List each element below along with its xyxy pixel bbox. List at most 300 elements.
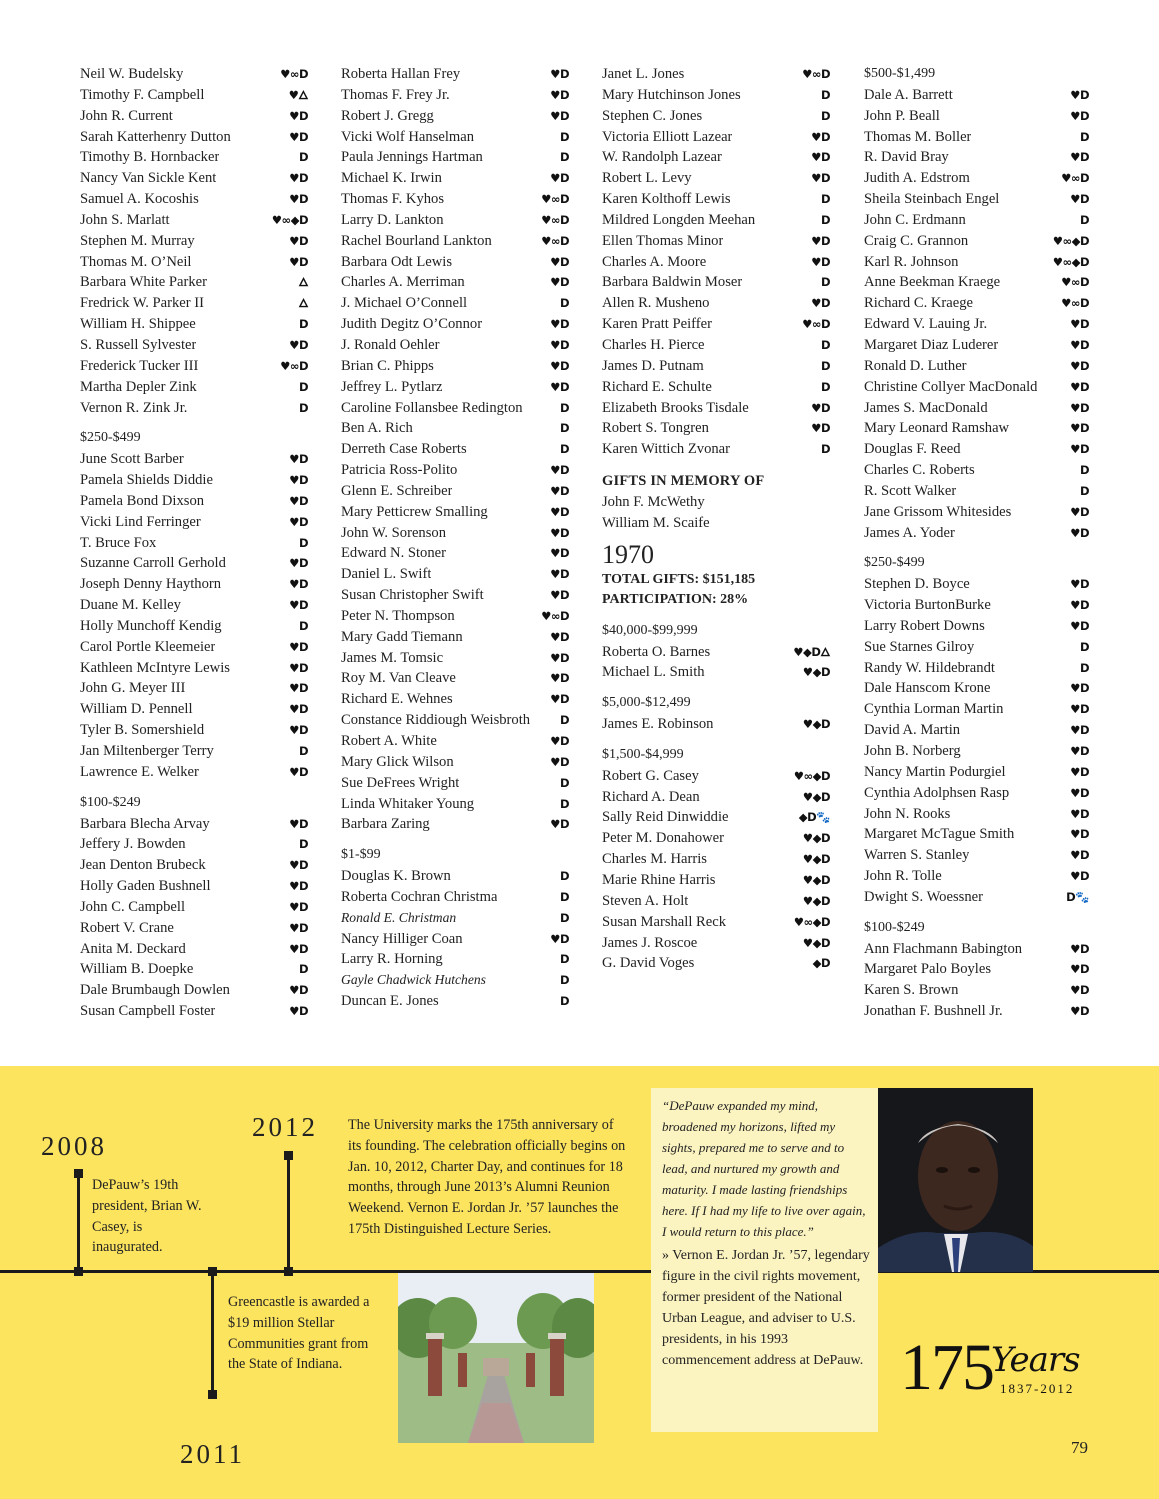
- donor-row: [80, 533, 308, 554]
- donor-row: [864, 252, 1089, 273]
- donor-name: R. Scott Walker: [864, 482, 957, 499]
- year-2012: 2012: [252, 1112, 318, 1142]
- gift-symbols: ♥D: [550, 317, 569, 332]
- gift-symbols: D: [820, 358, 830, 373]
- donor-name: Allen R. Musheno: [602, 295, 710, 312]
- gift-symbols: ♥D: [289, 1004, 308, 1019]
- gift-symbols: ♥∞D: [1061, 275, 1089, 290]
- donor-row: [602, 168, 830, 189]
- gift-symbols: ♥D: [1070, 848, 1089, 863]
- donor-row: [341, 314, 569, 335]
- donor-row: [80, 398, 308, 419]
- donor-row: [80, 356, 308, 377]
- donor-row: [602, 335, 830, 356]
- gift-symbols: ♥∞D: [280, 358, 308, 373]
- gift-symbols: ♥D: [550, 504, 569, 519]
- donor-row: [602, 912, 830, 933]
- donor-name: Ben A. Rich: [341, 420, 413, 437]
- gift-symbols: ♥D: [811, 233, 830, 248]
- marker-2008-top: [74, 1169, 83, 1178]
- donor-name: John W. Sorenson: [341, 524, 447, 541]
- gift-symbols: D: [298, 535, 308, 550]
- donor-name: Richard E. Wehnes: [341, 691, 453, 708]
- gift-symbols: ♥D: [1070, 379, 1089, 394]
- donor-row: [341, 460, 569, 481]
- donor-row: [864, 356, 1089, 377]
- gift-symbols: ♥D: [550, 931, 569, 946]
- marker-2012-line: [287, 1155, 290, 1272]
- donor-name: Robert G. Casey: [602, 767, 699, 784]
- donor-name: Charles H. Pierce: [602, 336, 705, 353]
- gift-symbols: ♥D: [289, 493, 308, 508]
- donor-row: [602, 64, 830, 85]
- donor-name: David A. Martin: [864, 722, 961, 739]
- donor-row: [341, 710, 569, 731]
- donor-name: June Scott Barber: [80, 451, 184, 468]
- gift-symbols: ♥D: [550, 67, 569, 81]
- gift-symbols: D: [559, 442, 569, 457]
- gift-symbols: D: [559, 796, 569, 811]
- donor-name: John R. Tolle: [864, 868, 942, 885]
- gift-symbols: ♥D: [811, 400, 830, 415]
- donor-row: [864, 887, 1089, 908]
- giving-level-heading: $250-$499: [80, 430, 141, 446]
- gift-symbols: ♥D: [811, 171, 830, 186]
- gift-symbols: ♥🜂: [288, 87, 308, 102]
- gift-symbols: ♥D: [550, 546, 569, 561]
- donor-name: Charles C. Roberts: [864, 462, 975, 479]
- donor-row: [864, 398, 1089, 419]
- gift-symbols: 🜂: [298, 275, 308, 290]
- donor-row: [80, 574, 308, 595]
- donor-row: [341, 794, 569, 815]
- gift-symbols: ♥◆D: [802, 831, 830, 846]
- donor-name: Sue Starnes Gilroy: [864, 638, 975, 655]
- donor-name: Cynthia Adolphsen Rasp: [864, 784, 1010, 801]
- gift-symbols: ♥◆D: [802, 665, 830, 680]
- donor-name: Margaret Palo Boyles: [864, 961, 991, 978]
- gift-symbols: ♥D: [289, 983, 308, 998]
- donor-name: Karen Pratt Peiffer: [602, 316, 712, 333]
- donor-row: [341, 814, 569, 835]
- donor-name: Larry D. Lankton: [341, 211, 444, 228]
- gift-symbols: ♥D: [289, 598, 308, 613]
- donor-row: [602, 439, 830, 460]
- gift-symbols: ♥D: [550, 629, 569, 644]
- gift-symbols: ♥D: [550, 525, 569, 540]
- donor-name: Roberta O. Barnes: [602, 643, 711, 660]
- gift-symbols: ♥∞D: [280, 67, 308, 81]
- gift-symbols: ♥∞D: [541, 608, 569, 623]
- donor-row: [341, 272, 569, 293]
- gift-symbols: D: [559, 296, 569, 311]
- donor-row: [602, 356, 830, 377]
- donor-name: Peter N. Thompson: [341, 607, 455, 624]
- donor-name: Jeffery J. Bowden: [80, 836, 186, 853]
- donor-row: [341, 210, 569, 231]
- donor-name: Christine Collyer MacDonald: [864, 378, 1038, 395]
- donor-name: Mary Glick Wilson: [341, 753, 454, 770]
- gift-symbols: ♥◆D: [802, 852, 830, 867]
- gift-symbols: ♥D: [550, 483, 569, 498]
- gift-symbols: ♥D: [1070, 358, 1089, 373]
- gift-symbols: ♥D: [550, 87, 569, 102]
- donor-name: Dale Hanscom Krone: [864, 680, 991, 697]
- donor-row: [80, 377, 308, 398]
- donor-row: [341, 627, 569, 648]
- donor-row: [80, 741, 308, 762]
- donor-row: [80, 762, 308, 783]
- donor-row: [864, 762, 1089, 783]
- donor-row: [80, 616, 308, 637]
- gift-symbols: ♥D: [289, 108, 308, 123]
- gift-symbols: ♥D: [1070, 577, 1089, 592]
- gift-symbols: ♥D: [289, 858, 308, 873]
- donor-row: [341, 689, 569, 710]
- donor-row: [341, 293, 569, 314]
- donor-name: John N. Rooks: [864, 805, 951, 822]
- gift-symbols: ♥D: [1070, 681, 1089, 696]
- donor-row: [864, 523, 1089, 544]
- donor-row: [341, 908, 569, 929]
- donor-row: [341, 85, 569, 106]
- donor-row: [602, 807, 830, 828]
- donor-name: Patricia Ross-Polito: [341, 462, 458, 479]
- donor-name: John G. Meyer III: [80, 680, 186, 697]
- donor-name: Pamela Shields Diddie: [80, 472, 213, 489]
- donor-row: [80, 595, 308, 616]
- donor-name: Douglas F. Reed: [864, 441, 961, 458]
- gift-symbols: ♥D: [1070, 723, 1089, 738]
- gift-symbols: D: [1079, 463, 1089, 478]
- donor-name: Elizabeth Brooks Tisdale: [602, 399, 749, 416]
- gift-symbols: ♥D: [1070, 618, 1089, 633]
- donor-name: Anne Beekman Kraege: [864, 274, 1001, 291]
- gift-symbols: D: [559, 775, 569, 790]
- gift-symbols: ♥◆D: [802, 935, 830, 950]
- gift-symbols: D: [298, 379, 308, 394]
- gift-symbols: ♥D: [811, 129, 830, 144]
- donor-name: Martha Depler Zink: [80, 378, 197, 395]
- donor-name: Jean Denton Brubeck: [80, 857, 206, 874]
- gift-symbols: D: [820, 192, 830, 207]
- donor-row: [80, 918, 308, 939]
- gift-symbols: ♥D: [289, 337, 308, 352]
- gift-symbols: D: [559, 129, 569, 144]
- gift-symbols: D: [1079, 639, 1089, 654]
- donor-row: [602, 662, 830, 683]
- donor-name: Sarah Katterhenry Dutton: [80, 128, 231, 145]
- donor-name: Kathleen McIntyre Lewis: [80, 659, 230, 676]
- donor-row: [602, 127, 830, 148]
- donor-name: Charles A. Merriman: [341, 274, 465, 291]
- donor-name: Constance Riddiough Weisbroth: [341, 712, 531, 729]
- donor-row: [864, 574, 1089, 595]
- gift-symbols: ♥D: [1070, 87, 1089, 102]
- donor-row: [602, 953, 830, 974]
- gift-symbols: D: [559, 869, 569, 884]
- donor-row: [602, 828, 830, 849]
- gift-symbols: D: [559, 994, 569, 1009]
- donor-name: Mary Hutchinson Jones: [602, 86, 741, 103]
- donor-row: [80, 1001, 308, 1022]
- donor-row: [864, 335, 1089, 356]
- donor-name: Ronald D. Luther: [864, 357, 967, 374]
- donor-row: [864, 481, 1089, 502]
- gift-symbols: ♥D: [289, 899, 308, 914]
- donor-name: Robert V. Crane: [80, 919, 174, 936]
- donor-name: Charles M. Harris: [602, 851, 707, 868]
- donor-row: [80, 959, 308, 980]
- donor-row: [602, 642, 830, 663]
- gift-symbols: ♥D: [550, 754, 569, 769]
- gift-symbols: D🐾: [1066, 889, 1089, 904]
- gift-symbols: ♥D: [550, 171, 569, 186]
- donor-row: [602, 891, 830, 912]
- donor-name: Margaret Diaz Luderer: [864, 336, 999, 353]
- gift-symbols: D: [298, 962, 308, 977]
- donor-row: [602, 377, 830, 398]
- donor-name: James S. MacDonald: [864, 399, 988, 416]
- donor-name: Samuel A. Kocoshis: [80, 191, 199, 208]
- donor-name: Mary Gadd Tiemann: [341, 628, 463, 645]
- gift-symbols: ♥D: [550, 692, 569, 707]
- donor-row: [80, 834, 308, 855]
- donor-row: [80, 637, 308, 658]
- gift-symbols: D: [1079, 129, 1089, 144]
- gift-symbols: ♥D: [1070, 702, 1089, 717]
- gift-symbols: ♥D: [289, 473, 308, 488]
- donor-name: Thomas F. Frey Jr.: [341, 86, 450, 103]
- page-number: 79: [1071, 1438, 1088, 1457]
- donor-row: [341, 648, 569, 669]
- gift-symbols: ♥D: [550, 379, 569, 394]
- donor-row: [864, 210, 1089, 231]
- donor-row: [864, 595, 1089, 616]
- gift-symbols: ♥D: [289, 192, 308, 207]
- donor-name: Barbara Blecha Arvay: [80, 815, 210, 832]
- donor-row: [864, 189, 1089, 210]
- gift-symbols: D: [820, 337, 830, 352]
- gift-symbols: ♥D: [1070, 442, 1089, 457]
- donor-name: Roberta Cochran Christma: [341, 888, 498, 905]
- donor-name: Edward N. Stoner: [341, 545, 446, 562]
- donor-row: [864, 314, 1089, 335]
- donor-row: [80, 939, 308, 960]
- donor-name: Craig C. Grannon: [864, 232, 969, 249]
- gift-symbols: D: [820, 108, 830, 123]
- donor-row: [864, 127, 1089, 148]
- gift-symbols: D: [559, 910, 569, 925]
- donor-name: Randy W. Hildebrandt: [864, 659, 995, 676]
- donor-row: [80, 64, 308, 85]
- donor-name: William M. Scaife: [602, 514, 710, 531]
- donor-row: [341, 168, 569, 189]
- gift-symbols: ♥D: [1070, 598, 1089, 613]
- gift-symbols: D: [298, 317, 308, 332]
- donor-name: Fredrick W. Parker II: [80, 295, 205, 312]
- donor-name: Thomas F. Kyhos: [341, 191, 445, 208]
- donor-col-1: [80, 64, 308, 1022]
- donor-name: Douglas K. Brown: [341, 868, 451, 885]
- donor-name: William B. Doepke: [80, 961, 194, 978]
- donor-row: [602, 210, 830, 231]
- donor-name: Vicki Wolf Hanselman: [341, 128, 475, 145]
- donor-row: [341, 887, 569, 908]
- gift-symbols: 🜂: [298, 296, 308, 311]
- donor-row: [341, 439, 569, 460]
- donor-row: [602, 492, 830, 513]
- text-2012: The University marks the 175th anniversary of its founding. The celebration officially begins on Jan. 10, 2012, Charter Day, and continues for 18 months, through June 2013’s Alumni Reunion Weekend. Vernon E. Jordan Jr. ’57 launches the 175th Distinguished Lecture Series.: [348, 1117, 626, 1237]
- donor-row: [864, 824, 1089, 845]
- gift-symbols: D: [1079, 660, 1089, 675]
- donor-name: Sue DeFrees Wright: [341, 774, 460, 791]
- donor-name: John F. McWethy: [602, 494, 705, 511]
- donor-row: [602, 189, 830, 210]
- gift-symbols: D: [820, 87, 830, 102]
- donor-row: [341, 356, 569, 377]
- donor-row: [341, 866, 569, 887]
- donor-name: Robert L. Levy: [602, 170, 692, 187]
- donor-row: [341, 668, 569, 689]
- donor-name: Michael L. Smith: [602, 664, 705, 681]
- donor-name: John R. Current: [80, 107, 173, 124]
- donor-row: [80, 980, 308, 1001]
- donor-name: Joseph Denny Haythorn: [80, 576, 222, 593]
- donor-row: [864, 502, 1089, 523]
- donor-name: Jonathan F. Bushnell Jr.: [864, 1003, 1003, 1020]
- donor-row: [80, 855, 308, 876]
- donor-name: Warren S. Stanley: [864, 847, 970, 864]
- gift-symbols: ♥D: [550, 650, 569, 665]
- donor-row: [80, 699, 308, 720]
- donor-name: James D. Putnam: [602, 357, 704, 374]
- donor-name: Larry Robert Downs: [864, 617, 985, 634]
- donor-row: [864, 845, 1089, 866]
- gift-symbols: ♥D: [550, 275, 569, 290]
- donor-row: [864, 678, 1089, 699]
- donor-row: [864, 804, 1089, 825]
- donor-name: Robert J. Gregg: [341, 107, 434, 124]
- donor-row: [864, 439, 1089, 460]
- gift-symbols: ♥D: [550, 588, 569, 603]
- gift-symbols: ♥D: [1070, 983, 1089, 998]
- gift-symbols: ♥D: [289, 816, 308, 831]
- donor-row: [864, 959, 1089, 980]
- donor-name: Ellen Thomas Minor: [602, 232, 724, 249]
- donor-row: [341, 502, 569, 523]
- donor-row: [602, 106, 830, 127]
- gift-symbols: ♥D: [811, 254, 830, 269]
- gift-symbols: ♥D: [289, 702, 308, 717]
- gift-symbols: D: [298, 618, 308, 633]
- donor-row: [80, 470, 308, 491]
- donor-name: James M. Tomsic: [341, 649, 444, 666]
- marker-2008-bottom: [74, 1267, 83, 1276]
- gift-symbols: ♥∞D: [541, 233, 569, 248]
- donor-row: [341, 231, 569, 252]
- donor-name: Mary Petticrew Smalling: [341, 503, 488, 520]
- donor-row: [864, 272, 1089, 293]
- marker-2011-line: [211, 1271, 214, 1395]
- donor-row: [864, 231, 1089, 252]
- gift-symbols: ♥∞◆D: [1052, 233, 1089, 248]
- donor-name: Tyler B. Somershield: [80, 722, 205, 739]
- donor-row: [864, 741, 1089, 762]
- gift-symbols: ♥∞◆D: [1052, 254, 1089, 269]
- portrait-photo: [878, 1088, 1033, 1272]
- gift-symbols: ♥◆D: [802, 717, 830, 732]
- donor-row: [864, 637, 1089, 658]
- gift-symbols: ♥D: [289, 129, 308, 144]
- donor-name: Glenn E. Schreiber: [341, 482, 453, 499]
- donor-name: Jane Grissom Whitesides: [864, 503, 1012, 520]
- marker-2008-line: [77, 1172, 80, 1272]
- gift-symbols: ♥D: [1070, 962, 1089, 977]
- text-2011: Greencastle is awarded a $19 million Stellar Communities grant from the State of Indiana.: [228, 1294, 370, 1373]
- gift-symbols: D: [559, 421, 569, 436]
- gateway-rendering-image: [398, 1273, 594, 1443]
- gift-symbols: ♥D: [550, 254, 569, 269]
- donor-name: Ann Flachmann Babington: [864, 940, 1023, 957]
- gift-symbols: ♥◆D🜂: [793, 644, 830, 659]
- text-2008: DePauw’s 19th president, Brian W. Casey, is inaugurated.: [92, 1177, 202, 1256]
- donor-name: John S. Marlatt: [80, 211, 170, 228]
- donor-row: [80, 335, 308, 356]
- donor-row: [864, 1001, 1089, 1022]
- giving-level-heading: $1-$99: [341, 847, 381, 863]
- donor-col-2: [341, 64, 569, 1012]
- donor-row: [602, 714, 830, 735]
- donor-name: G. David Voges: [602, 955, 695, 972]
- gift-symbols: ♥D: [289, 681, 308, 696]
- donor-row: [341, 543, 569, 564]
- donor-name: Suzanne Carroll Gerhold: [80, 555, 226, 572]
- donor-name: Barbara White Parker: [80, 274, 207, 291]
- donor-row: [80, 449, 308, 470]
- donor-name: Susan Christopher Swift: [341, 587, 484, 604]
- donor-name: Nancy Van Sickle Kent: [80, 170, 217, 187]
- donor-row: [602, 513, 830, 534]
- donor-row: [341, 752, 569, 773]
- donor-row: [602, 314, 830, 335]
- donor-name: Vicki Lind Ferringer: [80, 513, 201, 530]
- donor-name: Caroline Follansbee Redington: [341, 399, 523, 416]
- gift-symbols: ♥D: [289, 639, 308, 654]
- donor-name: Stephen C. Jones: [602, 107, 703, 124]
- giving-level-heading: $500-$1,499: [864, 66, 936, 81]
- donor-row: [602, 398, 830, 419]
- donor-name: James J. Roscoe: [602, 934, 698, 951]
- donor-row: [864, 866, 1089, 887]
- gift-symbols: ♥D: [289, 577, 308, 592]
- donor-row: [341, 773, 569, 794]
- gift-symbols: ♥D: [289, 723, 308, 738]
- donor-name: Sally Reid Dinwiddie: [602, 809, 729, 826]
- donor-name: Roberta Hallan Frey: [341, 66, 461, 82]
- gift-symbols: ♥D: [1070, 764, 1089, 779]
- donor-name: Lawrence E. Welker: [80, 763, 199, 780]
- gift-symbols: ♥D: [550, 567, 569, 582]
- donor-row: [602, 418, 830, 439]
- donor-name: Sheila Steinbach Engel: [864, 191, 1000, 208]
- donor-row: [602, 147, 830, 168]
- gift-symbols: ♥D: [289, 556, 308, 571]
- quote-text: “DePauw expanded my mind, broadened my horizons, lifted my sights, prepared me to serve and to lead, and nurtured my growth and maturity. I made lasting friendships here. If I had my life to live over again, I would return to this place.”: [662, 1098, 866, 1239]
- gift-symbols: ♥D: [550, 108, 569, 123]
- donor-name: Gayle Chadwick Hutchens: [341, 972, 486, 988]
- donor-name: Timothy B. Hornbacker: [80, 149, 220, 166]
